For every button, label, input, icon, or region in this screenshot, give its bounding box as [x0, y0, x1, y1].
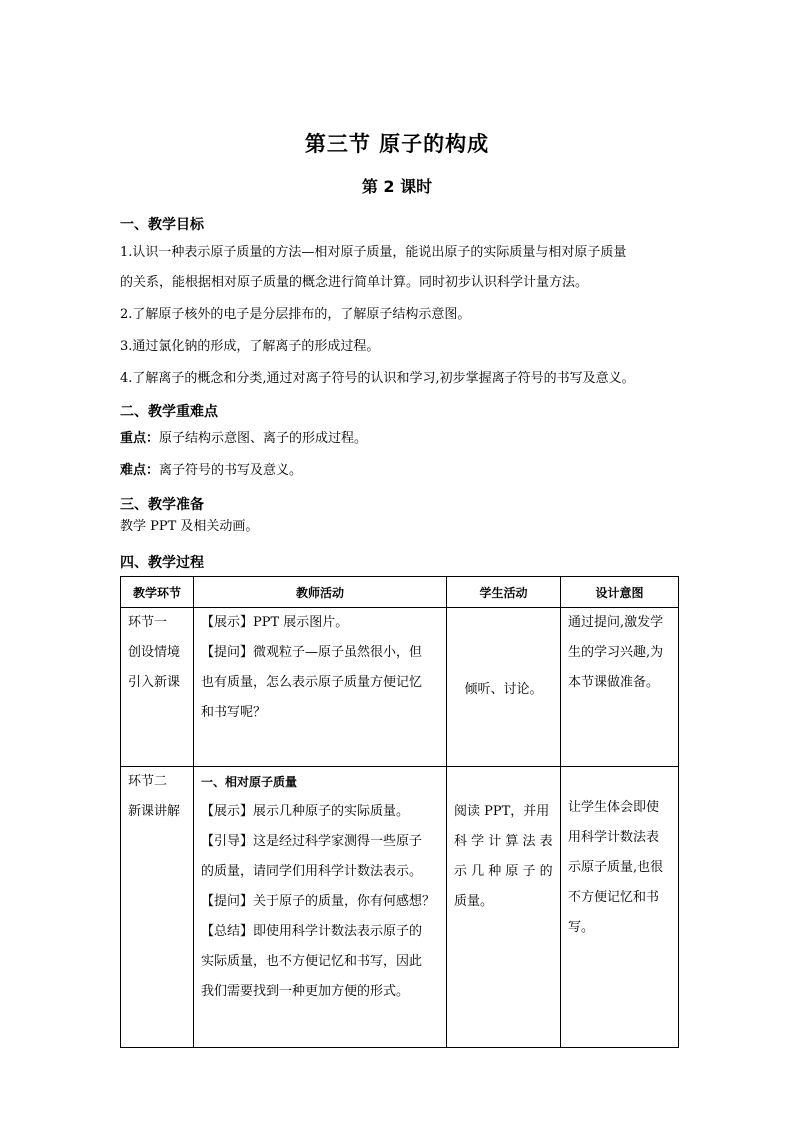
student-cell [447, 767, 561, 1048]
section-heading-keypoints: 二、教学重难点 [120, 404, 218, 420]
key-point-line [120, 424, 367, 454]
teacher-line: 【引导】这是经过科学家测得一些原子 [201, 834, 423, 849]
section-heading-objectives: 一、教学目标 [120, 217, 204, 233]
intent-line: 示原子质量,也很 [568, 860, 664, 875]
table-row [121, 608, 679, 767]
difficulty-label: 难点： [120, 463, 160, 478]
header-student: 学生活动 [447, 577, 561, 608]
intent-line: 本节课做准备。 [568, 675, 660, 690]
preparation-text: 教学 PPT 及相关动画。 [120, 519, 259, 534]
intent-line: 生的学习兴趣,为 [568, 645, 664, 660]
header-intent: 设计意图 [561, 577, 679, 608]
student-cell [447, 608, 561, 767]
table-header-row [121, 577, 679, 608]
objective-line: 1.认识一种表示原子质量的方法—相对原子质量，能说出原子的实际质量与相对原子质量 [120, 245, 627, 260]
teacher-subheading: 一、相对原子质量 [201, 775, 298, 789]
stage-line: 环节二 [128, 774, 168, 789]
header-stage: 教学环节 [121, 577, 194, 608]
intent-cell [561, 608, 679, 767]
difficulty-text: 离子符号的书写及意义。 [159, 463, 303, 478]
teacher-line: 【展示】展示几种原子的实际质量。 [201, 804, 410, 819]
stage-line: 新课讲解 [128, 804, 181, 819]
section-heading-process: 四、教学过程 [120, 555, 204, 571]
section-heading-preparation: 三、教学准备 [120, 497, 204, 513]
teacher-line: 和书写呢？ [201, 705, 267, 720]
teacher-line: 【总结】即使用科学计数法表示原子的 [201, 924, 423, 939]
teacher-line: 我们需要找到一种更加方便的形式。 [201, 984, 410, 999]
intent-cell [561, 767, 679, 1048]
key-point-text: 原子结构示意图、离子的形成过程。 [159, 431, 368, 446]
page-title: 第三节 原子的构成 [304, 132, 490, 156]
teacher-line: 也有质量，怎么表示原子质量方便记忆 [201, 675, 423, 690]
stage-cell [121, 767, 194, 1048]
teacher-line: 实际质量，也不方便记忆和书写，因此 [201, 954, 423, 969]
objective-line: 的关系，能根据相对原子质量的概念进行简单计算。同时初步认识科学计量方法。 [120, 275, 589, 290]
process-table [120, 576, 679, 1048]
student-line: 阅读 PPT，并用 [454, 804, 550, 819]
table-row [121, 767, 679, 1048]
teacher-cell [194, 608, 447, 767]
teacher-line: 【展示】PPT 展示图片。 [201, 615, 349, 630]
page-subtitle: 第 2 课时 [361, 177, 433, 196]
objective-line: 3.通过氯化钠的形成，了解离子的形成过程。 [120, 339, 380, 354]
header-teacher: 教师活动 [194, 577, 447, 608]
student-line: 科 学 计 算 法 表 [454, 834, 553, 849]
difficulty-line [120, 456, 302, 486]
stage-cell [121, 608, 194, 767]
teacher-line: 【提问】微观粒子—原子虽然很小，但 [201, 645, 423, 660]
teacher-line: 的质量，请同学们用科学计数法表示。 [201, 864, 423, 879]
stage-line: 创设情境 [128, 645, 181, 660]
intent-line: 用科学计数法表 [568, 830, 660, 845]
teacher-line: 【提问】关于原子的质量，你有何感想？ [201, 894, 436, 909]
student-line: 示 几 种 原 子 的 [454, 864, 553, 879]
stage-line: 环节一 [128, 615, 168, 630]
intent-line: 让学生体会即使 [568, 800, 660, 815]
student-line: 质量。 [454, 894, 494, 909]
teacher-cell [194, 767, 447, 1048]
stage-line: 引入新课 [128, 675, 181, 690]
objective-line: 2.了解原子核外的电子是分层排布的，了解原子结构示意图。 [120, 307, 471, 322]
intent-line: 不方便记忆和书 [568, 890, 660, 905]
objective-line: 4.了解离子的概念和分类,通过对离子符号的认识和学习,初步掌握离子符号的书写及意义。 [120, 371, 635, 386]
student-text: 倾听、讨论。 [464, 681, 543, 697]
intent-line: 通过提问,激发学 [568, 615, 664, 630]
key-point-label: 重点： [120, 431, 160, 446]
intent-line: 写。 [568, 920, 595, 935]
